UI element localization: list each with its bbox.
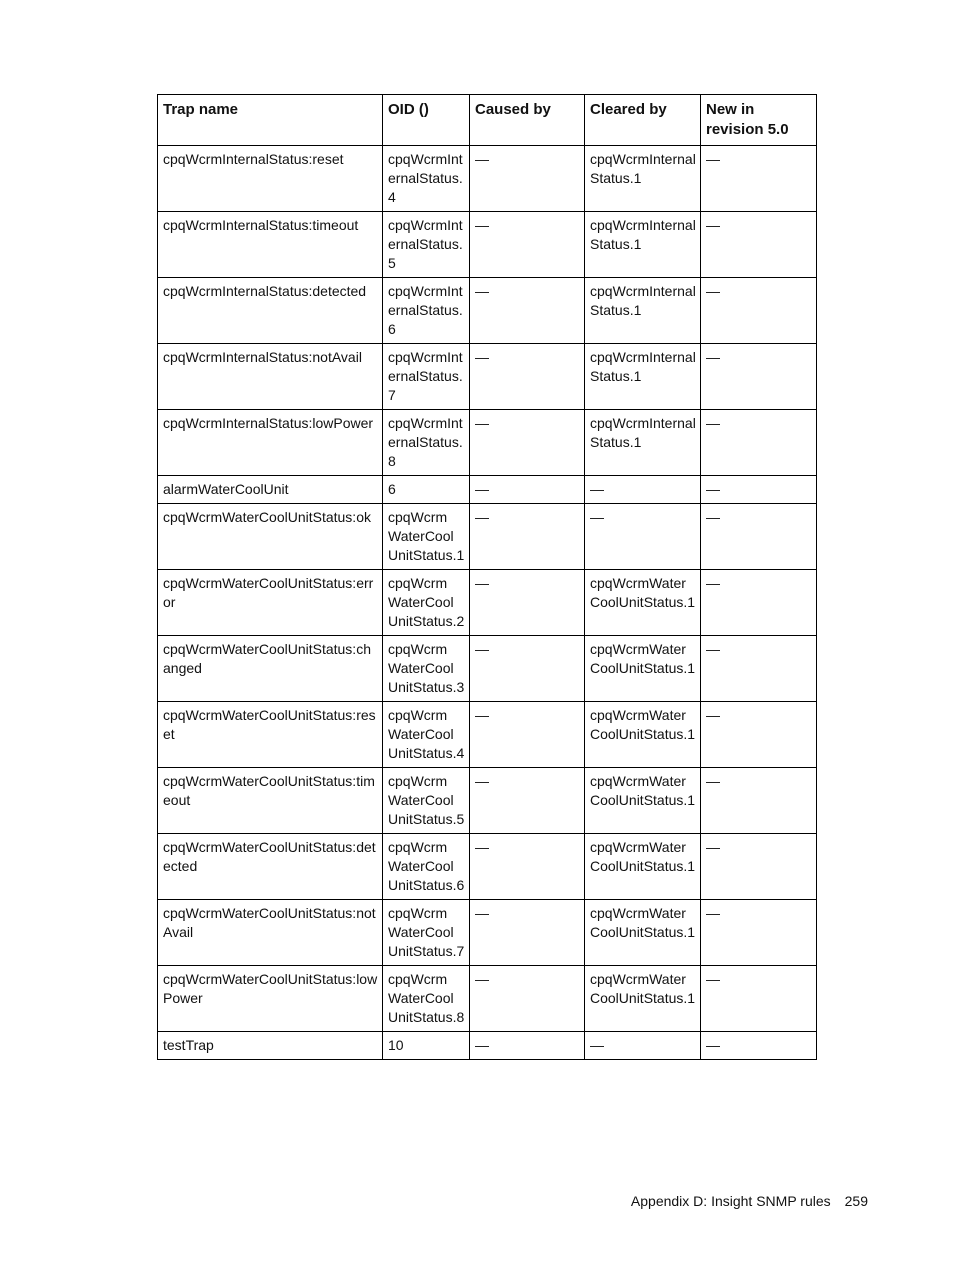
new-in-revision-cell: — bbox=[701, 570, 817, 636]
oid-cell: cpqWcrm WaterCool UnitStatus.6 bbox=[383, 834, 470, 900]
cleared-by-cell: cpqWcrmWater CoolUnitStatus.1 bbox=[585, 966, 701, 1032]
header-cleared-by: Cleared by bbox=[585, 95, 701, 146]
caused-by-cell: — bbox=[470, 570, 585, 636]
table-header-row bbox=[158, 95, 817, 146]
oid-cell: cpqWcrm WaterCool UnitStatus.8 bbox=[383, 966, 470, 1032]
trap-name-cell: cpqWcrmWaterCoolUnitStatus:reset bbox=[158, 702, 383, 768]
cleared-by-cell: — bbox=[585, 1032, 701, 1060]
oid-cell: cpqWcrmInternalStatus.4 bbox=[383, 146, 470, 212]
cleared-by-cell: cpqWcrmInternalStatus.1 bbox=[585, 146, 701, 212]
new-in-revision-cell: — bbox=[701, 212, 817, 278]
caused-by-cell: — bbox=[470, 966, 585, 1032]
oid-cell: 10 bbox=[383, 1032, 470, 1060]
cleared-by-cell: — bbox=[585, 476, 701, 504]
trap-name-cell: cpqWcrmWaterCoolUnitStatus:notAvail bbox=[158, 900, 383, 966]
new-in-revision-cell: — bbox=[701, 966, 817, 1032]
caused-by-cell: — bbox=[470, 212, 585, 278]
cleared-by-cell: cpqWcrmWater CoolUnitStatus.1 bbox=[585, 900, 701, 966]
table-row bbox=[158, 1032, 817, 1060]
new-in-revision-cell: — bbox=[701, 146, 817, 212]
new-in-revision-cell: — bbox=[701, 900, 817, 966]
trap-name-cell: cpqWcrmWaterCoolUnitStatus:lowPower bbox=[158, 966, 383, 1032]
table-row bbox=[158, 146, 817, 212]
caused-by-cell: — bbox=[470, 344, 585, 410]
table-row bbox=[158, 768, 817, 834]
table-row bbox=[158, 900, 817, 966]
caused-by-cell: — bbox=[470, 504, 585, 570]
page-footer bbox=[631, 1193, 868, 1209]
oid-cell: cpqWcrm WaterCool UnitStatus.3 bbox=[383, 636, 470, 702]
trap-name-cell: cpqWcrmWaterCoolUnitStatus:detected bbox=[158, 834, 383, 900]
cleared-by-cell: cpqWcrmWater CoolUnitStatus.1 bbox=[585, 570, 701, 636]
table-body bbox=[158, 146, 817, 1060]
cleared-by-cell: cpqWcrmInternalStatus.1 bbox=[585, 212, 701, 278]
caused-by-cell: — bbox=[470, 636, 585, 702]
table-row bbox=[158, 212, 817, 278]
table-row bbox=[158, 410, 817, 476]
header-caused-by: Caused by bbox=[470, 95, 585, 146]
trap-name-cell: cpqWcrmWaterCoolUnitStatus:timeout bbox=[158, 768, 383, 834]
trap-name-cell: cpqWcrmInternalStatus:timeout bbox=[158, 212, 383, 278]
trap-table bbox=[157, 94, 817, 1060]
trap-name-cell: cpqWcrmInternalStatus:detected bbox=[158, 278, 383, 344]
trap-name-cell: cpqWcrmInternalStatus:reset bbox=[158, 146, 383, 212]
header-oid: OID () bbox=[383, 95, 470, 146]
trap-name-cell: cpqWcrmWaterCoolUnitStatus:error bbox=[158, 570, 383, 636]
new-in-revision-cell: — bbox=[701, 834, 817, 900]
oid-cell: cpqWcrmInternalStatus.8 bbox=[383, 410, 470, 476]
cleared-by-cell: cpqWcrmWater CoolUnitStatus.1 bbox=[585, 768, 701, 834]
trap-name-cell: cpqWcrmInternalStatus:notAvail bbox=[158, 344, 383, 410]
oid-cell: cpqWcrm WaterCool UnitStatus.1 bbox=[383, 504, 470, 570]
table-row bbox=[158, 702, 817, 768]
new-in-revision-cell: — bbox=[701, 1032, 817, 1060]
table-row bbox=[158, 966, 817, 1032]
caused-by-cell: — bbox=[470, 900, 585, 966]
oid-cell: cpqWcrm WaterCool UnitStatus.5 bbox=[383, 768, 470, 834]
trap-name-cell: cpqWcrmWaterCoolUnitStatus:ok bbox=[158, 504, 383, 570]
new-in-revision-cell: — bbox=[701, 278, 817, 344]
table-row bbox=[158, 344, 817, 410]
cleared-by-cell: cpqWcrmWater CoolUnitStatus.1 bbox=[585, 702, 701, 768]
cleared-by-cell: cpqWcrmInternalStatus.1 bbox=[585, 410, 701, 476]
trap-name-cell: alarmWaterCoolUnit bbox=[158, 476, 383, 504]
cleared-by-cell: cpqWcrmWater CoolUnitStatus.1 bbox=[585, 834, 701, 900]
cleared-by-cell: cpqWcrmInternalStatus.1 bbox=[585, 278, 701, 344]
table-row bbox=[158, 504, 817, 570]
caused-by-cell: — bbox=[470, 702, 585, 768]
header-trap-name: Trap name bbox=[158, 95, 383, 146]
new-in-revision-cell: — bbox=[701, 768, 817, 834]
new-in-revision-cell: — bbox=[701, 344, 817, 410]
caused-by-cell: — bbox=[470, 146, 585, 212]
caused-by-cell: — bbox=[470, 278, 585, 344]
table-row bbox=[158, 570, 817, 636]
page-number: 259 bbox=[844, 1193, 868, 1209]
oid-cell: cpqWcrmInternalStatus.7 bbox=[383, 344, 470, 410]
cleared-by-cell: — bbox=[585, 504, 701, 570]
oid-cell: 6 bbox=[383, 476, 470, 504]
new-in-revision-cell: — bbox=[701, 476, 817, 504]
table-row bbox=[158, 636, 817, 702]
oid-cell: cpqWcrmInternalStatus.5 bbox=[383, 212, 470, 278]
new-in-revision-cell: — bbox=[701, 702, 817, 768]
table-row bbox=[158, 834, 817, 900]
oid-cell: cpqWcrm WaterCool UnitStatus.7 bbox=[383, 900, 470, 966]
new-in-revision-cell: — bbox=[701, 410, 817, 476]
caused-by-cell: — bbox=[470, 834, 585, 900]
trap-name-cell: testTrap bbox=[158, 1032, 383, 1060]
oid-cell: cpqWcrm WaterCool UnitStatus.2 bbox=[383, 570, 470, 636]
trap-name-cell: cpqWcrmWaterCoolUnitStatus:changed bbox=[158, 636, 383, 702]
new-in-revision-cell: — bbox=[701, 636, 817, 702]
cleared-by-cell: cpqWcrmWater CoolUnitStatus.1 bbox=[585, 636, 701, 702]
caused-by-cell: — bbox=[470, 476, 585, 504]
header-new-in-revision: New in revision 5.0 bbox=[701, 95, 817, 146]
oid-cell: cpqWcrmInternalStatus.6 bbox=[383, 278, 470, 344]
cleared-by-cell: cpqWcrmInternalStatus.1 bbox=[585, 344, 701, 410]
caused-by-cell: — bbox=[470, 410, 585, 476]
footer-text: Appendix D: Insight SNMP rules bbox=[630, 1193, 831, 1209]
caused-by-cell: — bbox=[470, 768, 585, 834]
table-row bbox=[158, 476, 817, 504]
table-row bbox=[158, 278, 817, 344]
oid-cell: cpqWcrm WaterCool UnitStatus.4 bbox=[383, 702, 470, 768]
trap-name-cell: cpqWcrmInternalStatus:lowPower bbox=[158, 410, 383, 476]
new-in-revision-cell: — bbox=[701, 504, 817, 570]
caused-by-cell: — bbox=[470, 1032, 585, 1060]
